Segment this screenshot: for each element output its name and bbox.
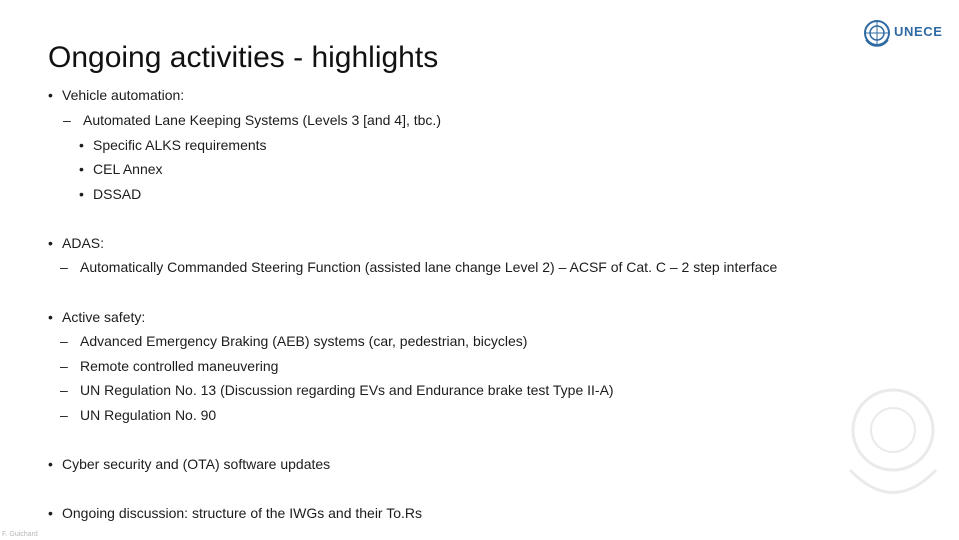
- sub-sub-bullet-text: Specific ALKS requirements: [93, 137, 267, 153]
- sub-bullet-text: Automatically Commanded Steering Function (assisted lane change Level 2) – ACSF of Cat. C – 2 step interface: [80, 259, 778, 275]
- sub-sub-bullet-cel-annex: [79, 161, 163, 177]
- bullet-active-safety: [48, 309, 145, 325]
- watermark-emblem-icon: [838, 380, 948, 520]
- sub-bullet-text: UN Regulation No. 90: [80, 407, 217, 423]
- dash-marker: –: [60, 333, 68, 349]
- bullet-marker: •: [48, 505, 53, 521]
- sub-bullet-acsf: [60, 259, 777, 275]
- dash-marker: –: [60, 358, 68, 374]
- logo-text: UNECE: [894, 24, 943, 39]
- bullet-marker: •: [48, 87, 53, 103]
- bullet-text: Cyber security and (OTA) software updates: [62, 456, 331, 472]
- bullet-adas: [48, 235, 104, 251]
- dash-marker: –: [60, 407, 68, 423]
- un-emblem-icon: [862, 18, 892, 48]
- dash-marker: –: [60, 382, 68, 398]
- bullet-marker: •: [79, 161, 84, 177]
- sub-sub-bullet-text: CEL Annex: [93, 161, 163, 177]
- sub-bullet-remote-maneuvering: [60, 358, 278, 374]
- bullet-text: Ongoing discussion: structure of the IWGs and their To.Rs: [62, 505, 423, 521]
- bullet-marker: •: [48, 456, 53, 472]
- sub-sub-bullet-dssad: [79, 186, 141, 202]
- sub-bullet-un-reg-13: [60, 382, 614, 398]
- footer-author: F. Guichard: [2, 531, 38, 538]
- sub-bullet-text: Automated Lane Keeping Systems (Levels 3 [and 4], tbc.): [83, 112, 441, 128]
- bullet-text: ADAS:: [62, 235, 105, 251]
- dash-marker: –: [63, 112, 71, 128]
- sub-bullet-aeb: [60, 333, 527, 349]
- bullet-vehicle-automation: [48, 87, 184, 103]
- bullet-marker: •: [48, 235, 53, 251]
- bullet-cyber-security: [48, 456, 330, 472]
- bullet-text: Active safety:: [62, 309, 146, 325]
- bullet-text: Vehicle automation:: [62, 87, 185, 103]
- sub-bullet-text: Remote controlled maneuvering: [80, 358, 279, 374]
- bullet-marker: •: [79, 186, 84, 202]
- bullet-marker: •: [79, 137, 84, 153]
- bullet-marker: •: [48, 309, 53, 325]
- sub-bullet-alks: [63, 112, 441, 128]
- sub-bullet-text: Advanced Emergency Braking (AEB) systems (car, pedestrian, bicycles): [80, 333, 528, 349]
- bullet-ongoing-discussion: [48, 505, 422, 521]
- sub-bullet-text: UN Regulation No. 13 (Discussion regarding EVs and Endurance brake test Type II-A): [80, 382, 614, 398]
- unece-logo: [862, 18, 958, 46]
- dash-marker: –: [60, 259, 68, 275]
- sub-bullet-un-reg-90: [60, 407, 216, 423]
- sub-sub-bullet-text: DSSAD: [93, 186, 142, 202]
- sub-sub-bullet-alks-requirements: [79, 137, 267, 153]
- page-title: Ongoing activities - highlights: [48, 41, 439, 74]
